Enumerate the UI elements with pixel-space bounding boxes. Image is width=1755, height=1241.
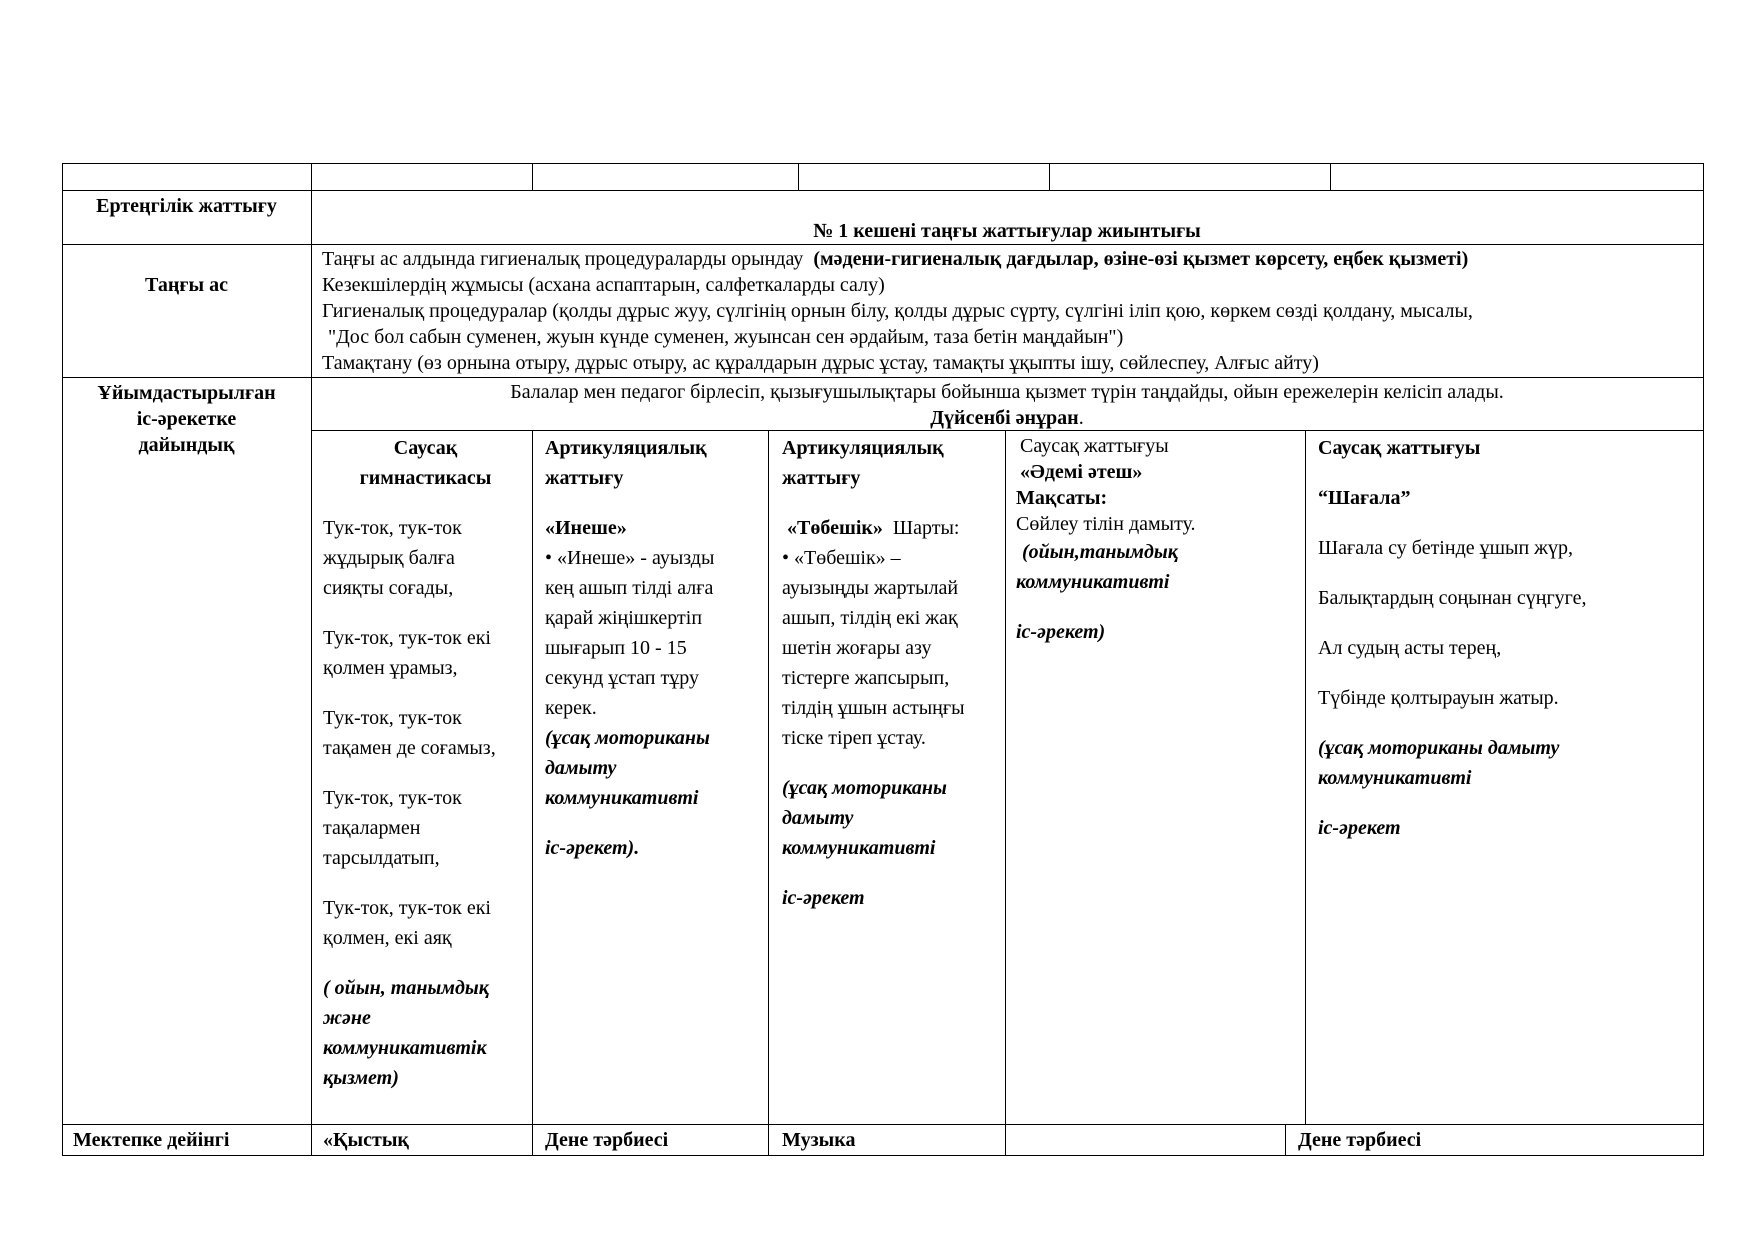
activity-note: іс-әрекет).: [545, 837, 640, 859]
prep-col-beautiful-rooster: [1016, 433, 1301, 647]
prep-col-finger-gymnastics: [323, 433, 528, 1093]
verse-line: Тук-ток, тук-ток: [323, 787, 462, 809]
breakfast-skills: (мәдени-гигиеналық дағдылар, өзіне-өзі қызмет көрсету, еңбек қызметі): [813, 248, 1469, 270]
verse-line: Ал судың асты терең,: [1318, 637, 1502, 659]
verse-line: Тук-ток, тук-ток: [323, 517, 462, 539]
verse-line: қолмен, екі аяқ: [323, 927, 452, 949]
exercise-name: «Төбешік»: [787, 517, 883, 539]
table-rule: [62, 190, 1704, 191]
col-title: гимнастикасы: [359, 467, 492, 489]
verse-line: Тук-ток, тук-ток екі: [323, 627, 491, 649]
label-line: іс-әрекетке: [136, 408, 237, 430]
row-label-morning-exercise: Ертеңгілік жаттығу: [96, 195, 277, 217]
exercise-name: «Әдемі әтеш»: [1020, 461, 1143, 483]
description-line: керек.: [545, 697, 597, 719]
anthem-line: [311, 405, 1703, 431]
table-rule: [1285, 1124, 1286, 1156]
breakfast-line: [322, 246, 1697, 272]
activity-note: (ойын,танымдық: [1022, 541, 1178, 563]
table-rule: [1049, 163, 1050, 190]
description-line: • «Төбешік» –: [782, 547, 901, 569]
description-line: тіске тіреп ұстау.: [782, 727, 926, 749]
breakfast-line: Кезекшілердің жұмысы (асхана аспаптарын, салфеткаларды салу): [322, 274, 885, 296]
activity-note: коммуникативті: [1318, 767, 1472, 789]
label-line: дайындық: [138, 434, 235, 456]
table-rule: [62, 244, 1704, 245]
preschool-col-1: «Қыстық: [323, 1129, 409, 1151]
description-line: секунд ұстап тұру: [545, 667, 699, 689]
activity-note: дамыту: [545, 757, 617, 779]
breakfast-line-text: Таңғы ас алдында гигиеналық процедураларды орындау: [322, 248, 804, 270]
preschool-col-5: Дене тәрбиесі: [1298, 1129, 1422, 1151]
morning-exercise-content: № 1 кешені таңғы жаттығулар жиынтығы: [813, 220, 1201, 242]
breakfast-line: Гигиеналық процедуралар (қолды дұрыс жуу, сүлгінің орнын білу, қолды дұрыс сүрту, сүлгіні іліп қою, көркем сөзді қолдану, мысалы,: [322, 300, 1473, 322]
exercise-name: “Шағала”: [1318, 487, 1411, 509]
preparation-intro: [311, 379, 1703, 431]
activity-note: (ұсақ моториканы: [545, 727, 710, 749]
preparation-intro-text: Балалар мен педагог бірлесіп, қызығушылықтары бойынша қызмет түрін таңдайды, ойын ережелерін келісіп алады.: [510, 381, 1504, 403]
activity-note: қызмет): [323, 1067, 399, 1089]
activity-note: іс-әрекет: [782, 887, 865, 909]
verse-line: Тук-ток, тук-ток: [323, 707, 462, 729]
breakfast-line: Тамақтану (өз орнына отыру, дұрыс отыру, ас құралдарын дұрыс ұстау, тамақты ұқыпты ішу, сөйлеспеу, Алғыс айту): [322, 352, 1319, 374]
table-rule: [1305, 430, 1306, 1124]
verse-line: Шағала су бетінде ұшып жүр,: [1318, 537, 1573, 559]
table-rule: [798, 163, 799, 190]
description-line: шығарып 10 - 15: [545, 637, 687, 659]
goal-label: Мақсаты:: [1016, 487, 1108, 509]
table-rule: [62, 163, 1704, 164]
verse-line: қолмен ұрамыз,: [323, 657, 458, 679]
row-label-preschool: Мектепке дейінгі: [73, 1129, 230, 1151]
activity-note: дамыту: [782, 807, 854, 829]
breakfast-content: [322, 246, 1697, 376]
activity-note: (ұсақ моториканы: [782, 777, 947, 799]
activity-note: ( ойын, танымдық: [323, 977, 489, 999]
table-rule: [311, 163, 312, 1156]
table-rule: [532, 163, 533, 190]
verse-line: тақалармен: [323, 817, 421, 839]
anthem-dot: .: [1078, 407, 1084, 429]
verse-line: жұдырық балға: [323, 547, 455, 569]
verse-line: Тук-ток, тук-ток екі: [323, 897, 491, 919]
table-rule: [532, 430, 533, 1156]
table-rule: [62, 377, 1704, 378]
col-title: Артикуляциялық: [545, 437, 707, 459]
verse-line: тарсылдатып,: [323, 847, 440, 869]
col-title: Саусақ жаттығуы: [1318, 437, 1481, 459]
activity-note: және: [323, 1007, 371, 1029]
activity-note: (ұсақ моториканы дамыту: [1318, 737, 1560, 759]
prep-col-seagull: [1318, 433, 1698, 843]
table-rule: [62, 1124, 1704, 1125]
col-title: Артикуляциялық: [782, 437, 944, 459]
description-line: шетін жоғары азу: [782, 637, 932, 659]
verse-line: Түбінде қолтырауын жатыр.: [1318, 687, 1559, 709]
anthem-text: Дүйсенбі әнұран: [930, 407, 1079, 429]
exercise-name-line: [782, 513, 1002, 543]
goal-text: Сөйлеу тілін дамыту.: [1016, 513, 1196, 535]
activity-note: іс-әрекет: [1318, 817, 1401, 839]
preschool-col-2: Дене тәрбиесі: [545, 1129, 669, 1151]
col-title: Саусақ: [393, 437, 458, 459]
prep-col-articulation-1: [545, 433, 765, 863]
prep-col-articulation-2: [782, 433, 1002, 913]
description-line: кең ашып тілді алға: [545, 577, 714, 599]
description-line: тістерге жапсырып,: [782, 667, 950, 689]
activity-note: коммуникативті: [782, 837, 936, 859]
preschool-col-3: Музыка: [782, 1129, 856, 1151]
description-line: ашып, тілдің екі жақ: [782, 607, 958, 629]
condition-label: Шарты:: [892, 517, 960, 539]
activity-note: коммуникативті: [1016, 571, 1170, 593]
activity-note: коммуникативті: [545, 787, 699, 809]
activity-note: коммуникативтік: [323, 1037, 487, 1059]
description-line: тілдің ұшын астыңғы: [782, 697, 965, 719]
table-rule: [1005, 430, 1006, 1156]
description-line: • «Инеше» - ауызды: [545, 547, 715, 569]
label-line: Ұйымдастырылған: [97, 382, 276, 404]
verse-line: сияқты соғады,: [323, 577, 454, 599]
table-rule: [768, 430, 769, 1156]
col-title: жаттығу: [782, 467, 861, 489]
table-rule: [1330, 163, 1331, 190]
activity-note: іс-әрекет): [1016, 621, 1106, 643]
table-rule: [62, 1155, 1704, 1156]
row-label-preparation: [64, 380, 309, 458]
col-title: Саусақ жаттығуы: [1020, 435, 1169, 457]
description-line: ауызыңды жартылай: [782, 577, 959, 599]
col-title: жаттығу: [545, 467, 624, 489]
row-label-breakfast: Таңғы ас: [145, 274, 228, 296]
verse-line: тақамен де соғамыз,: [323, 737, 496, 759]
table-rule: [1703, 163, 1704, 1156]
description-line: қарай жіңішкертіп: [545, 607, 703, 629]
table-rule: [62, 163, 63, 1156]
verse-line: Балықтардың соңынан сүңгуге,: [1318, 587, 1587, 609]
exercise-name: «Инеше»: [545, 517, 627, 539]
breakfast-line: "Дос бол сабын суменен, жуын күнде суменен, жуынсан сен әрдайым, таза бетін маңдайын"): [328, 326, 1124, 348]
